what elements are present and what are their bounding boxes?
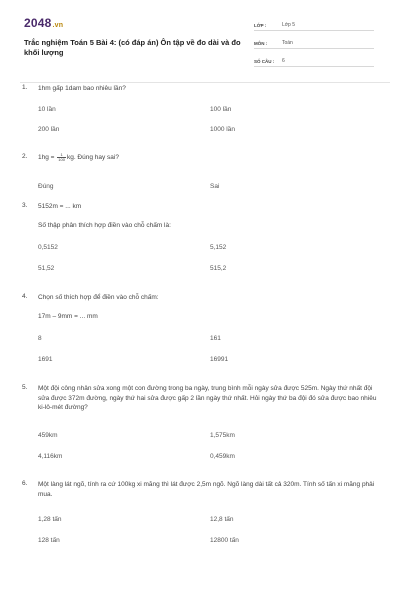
- question-text: Một làng lát ngõ, tính ra cứ 100kg xi măng thì lát được 2,5m ngõ. Ngõ làng dài tất cả 320m. Tính số tấn xi măng phải mua.: [38, 481, 375, 498]
- question-text: [38, 153, 378, 163]
- meta-info: [254, 16, 374, 70]
- answer-option[interactable]: 515,2: [210, 265, 227, 272]
- question-number: 1.: [22, 84, 28, 91]
- question-text: Chọn số thích hợp để điền vào chỗ chấm:: [38, 294, 159, 301]
- answer-option[interactable]: 0,5152: [38, 244, 58, 251]
- answer-option[interactable]: 8: [38, 335, 42, 342]
- meta-value: Lớp 5: [282, 22, 296, 28]
- meta-value: Toán: [282, 40, 293, 46]
- header-divider: [20, 82, 390, 83]
- question-subtext: Số thập phân thích hợp điền vào chỗ chấm là:: [38, 222, 171, 229]
- logo-suffix: .vn: [52, 22, 64, 29]
- answer-option[interactable]: Đúng: [38, 183, 54, 190]
- meta-label: SỐ CÂU :: [254, 59, 275, 64]
- answer-option[interactable]: 10 lần: [38, 106, 56, 113]
- question-number: 6.: [22, 480, 28, 487]
- answer-option[interactable]: 1,28 tấn: [38, 516, 62, 523]
- quiz-page: [10, 8, 390, 544]
- question-text-pre: 1hg =: [38, 154, 57, 162]
- answer-option[interactable]: 1691: [38, 356, 53, 363]
- meta-row-class: [254, 16, 374, 31]
- answer-option[interactable]: 51,52: [38, 265, 55, 272]
- answer-option[interactable]: 200 lần: [38, 126, 60, 133]
- answer-option[interactable]: 16991: [210, 356, 229, 363]
- question-number: 2.: [22, 153, 28, 160]
- question-number: 5.: [22, 384, 28, 391]
- answer-option[interactable]: 5,152: [210, 244, 227, 251]
- question-text: 1hm gấp 1dam bao nhiêu lần?: [38, 85, 126, 92]
- page-title: Trắc nghiệm Toán 5 Bài 4: (có đáp án) Ôn tập về đo dài và đo khối lượng: [24, 38, 241, 57]
- answer-option[interactable]: 4,116km: [38, 453, 63, 460]
- site-logo[interactable]: [24, 16, 63, 30]
- answer-option[interactable]: 128 tấn: [38, 537, 60, 544]
- answer-option[interactable]: 1,575km: [210, 432, 235, 439]
- fraction-denominator: 100: [58, 157, 65, 162]
- question-subtext: 17m – 9mm = ... mm: [38, 313, 98, 320]
- header: [10, 8, 390, 78]
- answer-option[interactable]: 459km: [38, 432, 58, 439]
- answer-option[interactable]: 12800 tấn: [210, 537, 239, 544]
- answer-option[interactable]: Sai: [210, 183, 220, 190]
- question-text: 5152m = ... km: [38, 203, 82, 210]
- answer-option[interactable]: 0,459km: [210, 453, 235, 460]
- meta-label: LỚP :: [254, 23, 267, 28]
- fraction-numerator: 1: [57, 153, 66, 158]
- answer-option[interactable]: 1000 lần: [210, 126, 235, 133]
- answer-option[interactable]: 161: [210, 335, 221, 342]
- answer-option[interactable]: 100 lần: [210, 106, 232, 113]
- question-number: 3.: [22, 202, 28, 209]
- meta-row-subject: [254, 34, 374, 49]
- meta-label: MÔN :: [254, 41, 268, 46]
- question-text: Một đội công nhân sửa xong một con đường trong ba ngày, trung bình mỗi ngày sửa được 525m. Ngày thứ nhất đội sửa được 372m đường, ngày thứ hai sửa được gấp 2 lần ngày thứ nhất. Hỏi ngày thứ ba đội đó sửa được bao nhiêu ki-lô-mét đường?: [38, 385, 377, 411]
- question-number: 4.: [22, 293, 28, 300]
- question-text-post: kg. Đúng hay sai?: [66, 154, 119, 162]
- meta-row-count: [254, 52, 374, 67]
- answer-option[interactable]: 12,8 tấn: [210, 516, 234, 523]
- meta-value: 6: [282, 58, 285, 64]
- fraction: [57, 153, 66, 162]
- logo-text: 2048: [24, 16, 52, 30]
